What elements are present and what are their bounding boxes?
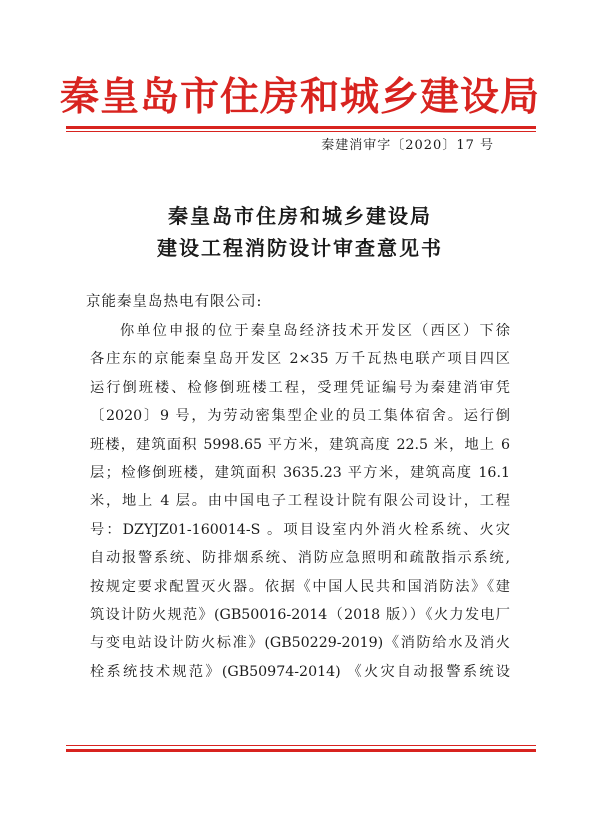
body-text xyxy=(90,317,510,686)
body-line: 〔2020〕9 号，为劳动密集型企业的员工集体宿舍。运行倒 xyxy=(90,408,510,425)
recipient: 京能秦皇岛热电有限公司: xyxy=(86,294,263,310)
body-line: 栓系统技术规范》(GB50974-2014) 《火灾自动报警系统设 xyxy=(90,663,510,680)
footer-rule-thin xyxy=(66,745,536,746)
body-line: 号：DZYJZ01-160014-S 。项目设室内外消火栓系统、火灾 xyxy=(90,521,510,538)
body-line: 自动报警系统、防排烟系统、消防应急照明和疏散指示系统, xyxy=(90,550,510,567)
agency-header: 秦皇岛市住房和城乡建设局 xyxy=(59,74,540,120)
body-line: 运行倒班楼、检修倒班楼工程，受理凭证编号为秦建消审凭 xyxy=(90,379,510,396)
body-line: 按规定要求配置灭火器。依据《中国人民共和国消防法》《建 xyxy=(90,578,510,595)
header-rule-thick xyxy=(66,126,536,129)
body-line: 筑设计防火规范》(GB50016-2014（2018 版））《火力发电厂 xyxy=(90,606,510,623)
body-line: 你单位申报的位于秦皇岛经济技术开发区（西区）下徐 xyxy=(120,323,510,339)
document-title-line-1: 秦皇岛市住房和城乡建设局 xyxy=(168,204,432,228)
footer-rule-thick xyxy=(66,749,536,752)
body-line: 与变电站设计防火标准》(GB50229-2019)《消防给水及消火 xyxy=(90,635,510,652)
body-line: 层；检修倒班楼，建筑面积 3635.23 平方米，建筑高度 16.1 xyxy=(90,464,510,481)
document-title-line-2: 建设工程消防设计审查意见书 xyxy=(157,236,443,260)
document-number: 秦建消审字〔2020〕17 号 xyxy=(321,138,494,153)
body-line: 各庄东的京能秦皇岛开发区 2×35 万千瓦热电联产项目四区 xyxy=(90,351,510,368)
header-rule-thin xyxy=(66,131,536,132)
body-line: 米，地上 4 层。由中国电子工程设计院有限公司设计，工程 xyxy=(90,493,510,510)
body-line: 班楼，建筑面积 5998.65 平方米，建筑高度 22.5 米，地上 6 xyxy=(90,436,510,453)
